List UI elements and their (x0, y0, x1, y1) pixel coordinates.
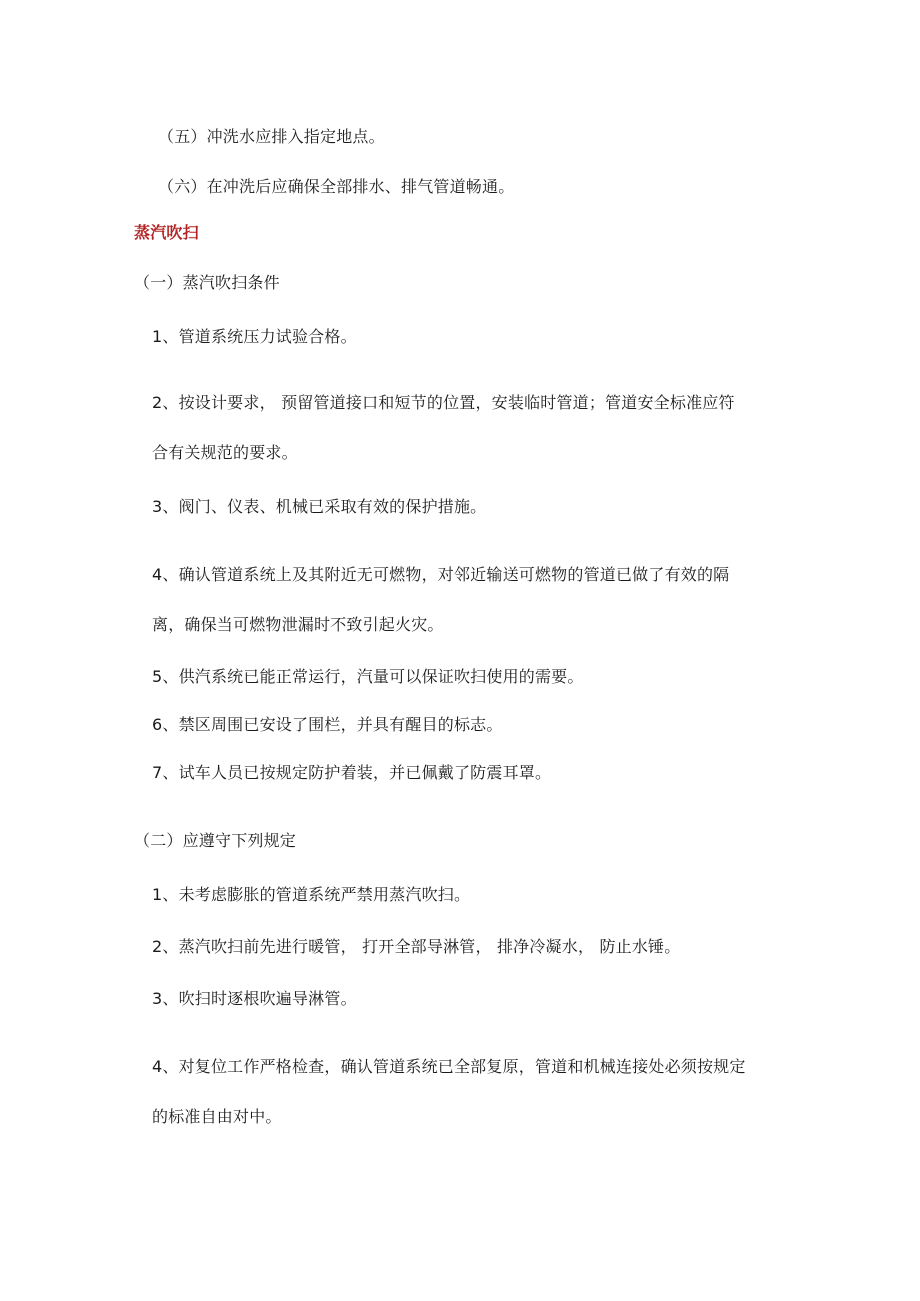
part2-item-4-line1: 4、对复位工作严格检查，确认管道系统已全部复原，管道和机械连接处必须按规定 (152, 1057, 746, 1076)
part1-item-4-line2: 离，确保当可燃物泄漏时不致引起火灾。 (152, 615, 444, 634)
part1-item-6: 6、禁区周围已安设了围栏，并具有醒目的标志。 (152, 715, 503, 734)
part2-item-1: 1、未考虑膨胀的管道系统严禁用蒸汽吹扫。 (152, 885, 471, 904)
part2-title: （二）应遵守下列规定 (134, 831, 297, 850)
part1-item-1: 1、管道系统压力试验合格。 (152, 327, 357, 346)
part1-item-2-line1: 2、按设计要求， 预留管道接口和短节的位置，安装临时管道；管道安全标准应符 (152, 393, 735, 412)
part1-title: （一）蒸汽吹扫条件 (134, 273, 280, 292)
prev-item-5: （五）冲洗水应排入指定地点。 (158, 127, 385, 146)
part1-item-5: 5、供汽系统已能正常运行，汽量可以保证吹扫使用的需要。 (152, 667, 584, 686)
section-title: 蒸汽吹扫 (134, 223, 199, 242)
part1-item-2-line2: 合有关规范的要求。 (152, 443, 298, 462)
part1-item-4-line1: 4、确认管道系统上及其附近无可燃物，对邻近输送可燃物的管道已做了有效的隔 (152, 565, 730, 584)
part2-item-2: 2、蒸汽吹扫前先进行暖管， 打开全部导淋管， 排净冷凝水， 防止水锤。 (152, 937, 681, 956)
part2-item-3: 3、吹扫时逐根吹遍导淋管。 (152, 989, 357, 1008)
part2-item-4-line2: 的标准自由对中。 (152, 1107, 282, 1126)
part1-item-3: 3、阀门、仪表、机械已采取有效的保护措施。 (152, 497, 487, 516)
part1-item-7: 7、试车人员已按规定防护着装，并已佩戴了防震耳罩。 (152, 763, 552, 782)
prev-item-6: （六）在冲洗后应确保全部排水、排气管道畅通。 (158, 177, 515, 196)
